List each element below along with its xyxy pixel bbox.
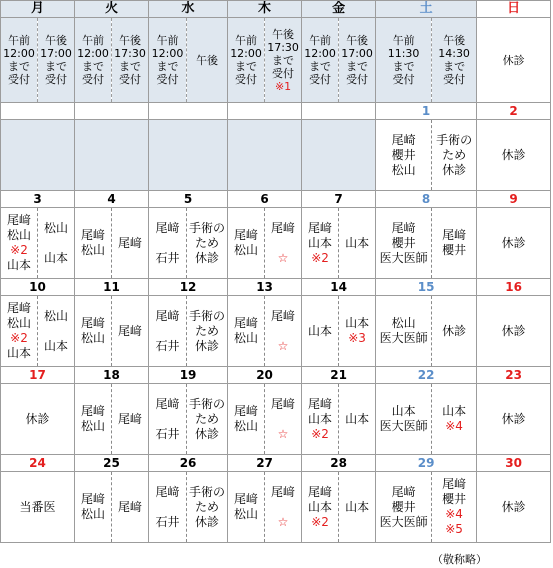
- sat-am-cell: 尾﨑 櫻井 医大医師: [376, 472, 432, 543]
- sun-cell: 休診: [477, 472, 551, 543]
- header-friday: 金: [302, 1, 376, 18]
- date-cell-saturday: 8: [376, 191, 477, 208]
- hours-mon-am: 午前 12:00 まで 受付: [1, 18, 38, 103]
- doctor-name: 尾﨑: [271, 484, 296, 499]
- doctor-names: 尾﨑 松山: [6, 301, 31, 330]
- thu-pm-cell: [265, 208, 302, 279]
- fri-pm-cell: 山本: [339, 208, 376, 279]
- header-sunday: 日: [477, 1, 551, 18]
- star-icon: ☆: [277, 250, 289, 265]
- date-cell: [1, 103, 75, 120]
- sat-pm-cell: 手術の ため 休診: [432, 120, 477, 191]
- doctor-name: 山本: [442, 404, 467, 418]
- sat-am-cell: 松山 医大医師: [376, 296, 432, 367]
- doctor-names: 尾﨑 山本: [308, 220, 333, 250]
- date-cell: 10: [1, 279, 75, 296]
- date-cell: 25: [75, 455, 149, 472]
- date-cell-saturday: 29: [376, 455, 477, 472]
- empty-cell: [302, 120, 376, 191]
- sat-pm-cell: [432, 384, 477, 455]
- date-cell: 3: [1, 191, 75, 208]
- thu-pm-cell: [265, 472, 302, 543]
- sat-am-cell: 山本 医大医師: [376, 384, 432, 455]
- thu-am-cell: 尾﨑 松山: [228, 208, 265, 279]
- wed-pm-cell: 手術の ため 休診: [187, 296, 228, 367]
- tue-pm-cell: 尾﨑: [112, 296, 149, 367]
- header-monday: 月: [1, 1, 75, 18]
- sun-cell: 休診: [477, 384, 551, 455]
- fri-pm-cell: 山本: [339, 384, 376, 455]
- fri-am-cell: [302, 384, 339, 455]
- wed-pm-cell: 手術の ため 休診: [187, 384, 228, 455]
- mon-am-cell: [1, 296, 38, 367]
- date-cell: 11: [75, 279, 149, 296]
- doctor-names: 尾﨑 櫻井: [442, 477, 467, 506]
- date-cell: 12: [149, 279, 228, 296]
- date-cell-saturday: 22: [376, 367, 477, 384]
- sat-pm-cell: 尾﨑 櫻井: [432, 208, 477, 279]
- tue-pm-cell: 尾﨑: [112, 384, 149, 455]
- date-cell: 19: [149, 367, 228, 384]
- doctor-name: 山本: [345, 316, 370, 330]
- doctor-names: 尾﨑 山本: [308, 396, 333, 426]
- date-cell: [149, 103, 228, 120]
- star-icon: ☆: [277, 514, 289, 529]
- header-saturday: 土: [376, 1, 477, 18]
- wed-pm-cell: 手術の ため 休診: [187, 472, 228, 543]
- tue-pm-cell: 尾﨑: [112, 208, 149, 279]
- thu-pm-cell: [265, 296, 302, 367]
- wed-pm-cell: 手術の ため 休診: [187, 208, 228, 279]
- date-cell: 21: [302, 367, 376, 384]
- date-cell: 13: [228, 279, 302, 296]
- wed-am-cell: 尾﨑 石井: [149, 472, 187, 543]
- hours-thu-pm-text: 午後 17:30 まで 受付: [267, 27, 299, 80]
- thu-pm-cell: [265, 384, 302, 455]
- mon-am-cell: [1, 208, 38, 279]
- hours-thu-pm-note: ※1: [274, 79, 292, 93]
- sat-am-cell: 尾崎 櫻井 松山: [376, 120, 432, 191]
- date-cell-holiday: 17: [1, 367, 75, 384]
- header-tuesday: 火: [75, 1, 149, 18]
- footnote-mark: ※2: [311, 426, 329, 441]
- doctor-name: 山本: [6, 258, 31, 272]
- date-cell-sunday: 2: [477, 103, 551, 120]
- hours-fri-pm: 午後 17:00 まで 受付: [339, 18, 376, 103]
- date-cell: [302, 103, 376, 120]
- date-cell: 4: [75, 191, 149, 208]
- empty-cell: [75, 120, 149, 191]
- honorifics-note: （敬称略）: [432, 553, 487, 566]
- date-cell: 26: [149, 455, 228, 472]
- hours-mon-pm: 午後 17:00 まで 受付: [38, 18, 75, 103]
- date-cell: 28: [302, 455, 376, 472]
- date-cell: [228, 103, 302, 120]
- hours-sun: 休診: [477, 18, 551, 103]
- doctor-name: 尾﨑: [271, 308, 296, 323]
- empty-cell: [1, 120, 75, 191]
- date-cell: 5: [149, 191, 228, 208]
- footnote-mark: ※4 ※5: [445, 507, 463, 536]
- hours-sat-am: 午前 11:30 まで 受付: [376, 18, 432, 103]
- fri-am-cell: [302, 472, 339, 543]
- footnote-mark: ※2: [311, 250, 329, 265]
- star-icon: ☆: [277, 338, 289, 353]
- sun-cell: 休診: [477, 208, 551, 279]
- date-cell: 6: [228, 191, 302, 208]
- doctor-names: 尾﨑 松山: [6, 213, 31, 242]
- header-wednesday: 水: [149, 1, 228, 18]
- date-cell-sunday: 9: [477, 191, 551, 208]
- tue-am-cell: 尾﨑 松山: [75, 384, 112, 455]
- doctor-name: 尾﨑: [271, 396, 296, 411]
- date-cell: 7: [302, 191, 376, 208]
- hours-thu-am: 午前 12:00 まで 受付: [228, 18, 265, 103]
- thu-am-cell: 尾﨑 松山: [228, 296, 265, 367]
- date-cell: 18: [75, 367, 149, 384]
- header-thursday: 木: [228, 1, 302, 18]
- fri-pm-cell: [339, 296, 376, 367]
- empty-cell: [228, 120, 302, 191]
- hours-tue-pm: 午後 17:30 まで 受付: [112, 18, 149, 103]
- star-icon: ☆: [277, 426, 289, 441]
- sat-pm-cell: [432, 472, 477, 543]
- date-cell: 20: [228, 367, 302, 384]
- doctor-name: 山本: [6, 346, 31, 360]
- sat-pm-cell: 休診: [432, 296, 477, 367]
- date-cell-saturday: 1: [376, 103, 477, 120]
- tue-am-cell: 尾﨑 松山: [75, 296, 112, 367]
- fri-am-cell: 山本: [302, 296, 339, 367]
- date-cell-sunday: 23: [477, 367, 551, 384]
- wed-am-cell: 尾﨑 石井: [149, 296, 187, 367]
- footnote-mark: ※2: [10, 331, 28, 345]
- doctor-names: 尾﨑 山本: [308, 484, 333, 514]
- date-cell: 27: [228, 455, 302, 472]
- sun-cell: 休診: [477, 120, 551, 191]
- empty-cell: [149, 120, 228, 191]
- thu-am-cell: 尾﨑 松山: [228, 472, 265, 543]
- mon-pm-cell: 松山 山本: [38, 296, 75, 367]
- sat-am-cell: 尾﨑 櫻井 医大医師: [376, 208, 432, 279]
- footnote-mark: ※3: [348, 331, 366, 345]
- footnote-mark: ※2: [10, 243, 28, 257]
- tue-am-cell: 尾﨑 松山: [75, 208, 112, 279]
- hours-tue-am: 午前 12:00 まで 受付: [75, 18, 112, 103]
- date-cell-holiday: 24: [1, 455, 75, 472]
- tue-am-cell: 尾﨑 松山: [75, 472, 112, 543]
- doctor-name: 尾﨑: [271, 220, 296, 235]
- mon-full-cell: 当番医: [1, 472, 75, 543]
- thu-am-cell: 尾﨑 松山: [228, 384, 265, 455]
- footnote-mark: ※4: [445, 419, 463, 433]
- date-cell-sunday: 16: [477, 279, 551, 296]
- hours-fri-am: 午前 12:00 まで 受付: [302, 18, 339, 103]
- fri-am-cell: [302, 208, 339, 279]
- fri-pm-cell: 山本: [339, 472, 376, 543]
- wed-am-cell: 尾﨑 石井: [149, 208, 187, 279]
- sun-cell: 休診: [477, 296, 551, 367]
- date-cell-saturday: 15: [376, 279, 477, 296]
- hours-sat-pm: 午後 14:30 まで 受付: [432, 18, 477, 103]
- footnote-mark: ※2: [311, 514, 329, 529]
- date-cell-sunday: 30: [477, 455, 551, 472]
- tue-pm-cell: 尾﨑: [112, 472, 149, 543]
- date-cell: [75, 103, 149, 120]
- hours-wed-am: 午前 12:00 まで 受付: [149, 18, 187, 103]
- mon-full-cell: 休診: [1, 384, 75, 455]
- date-cell: 14: [302, 279, 376, 296]
- mon-pm-cell: 松山 山本: [38, 208, 75, 279]
- wed-am-cell: 尾﨑 石井: [149, 384, 187, 455]
- hours-thu-pm: [265, 18, 302, 103]
- hours-wed-pm: 午後: [187, 18, 228, 103]
